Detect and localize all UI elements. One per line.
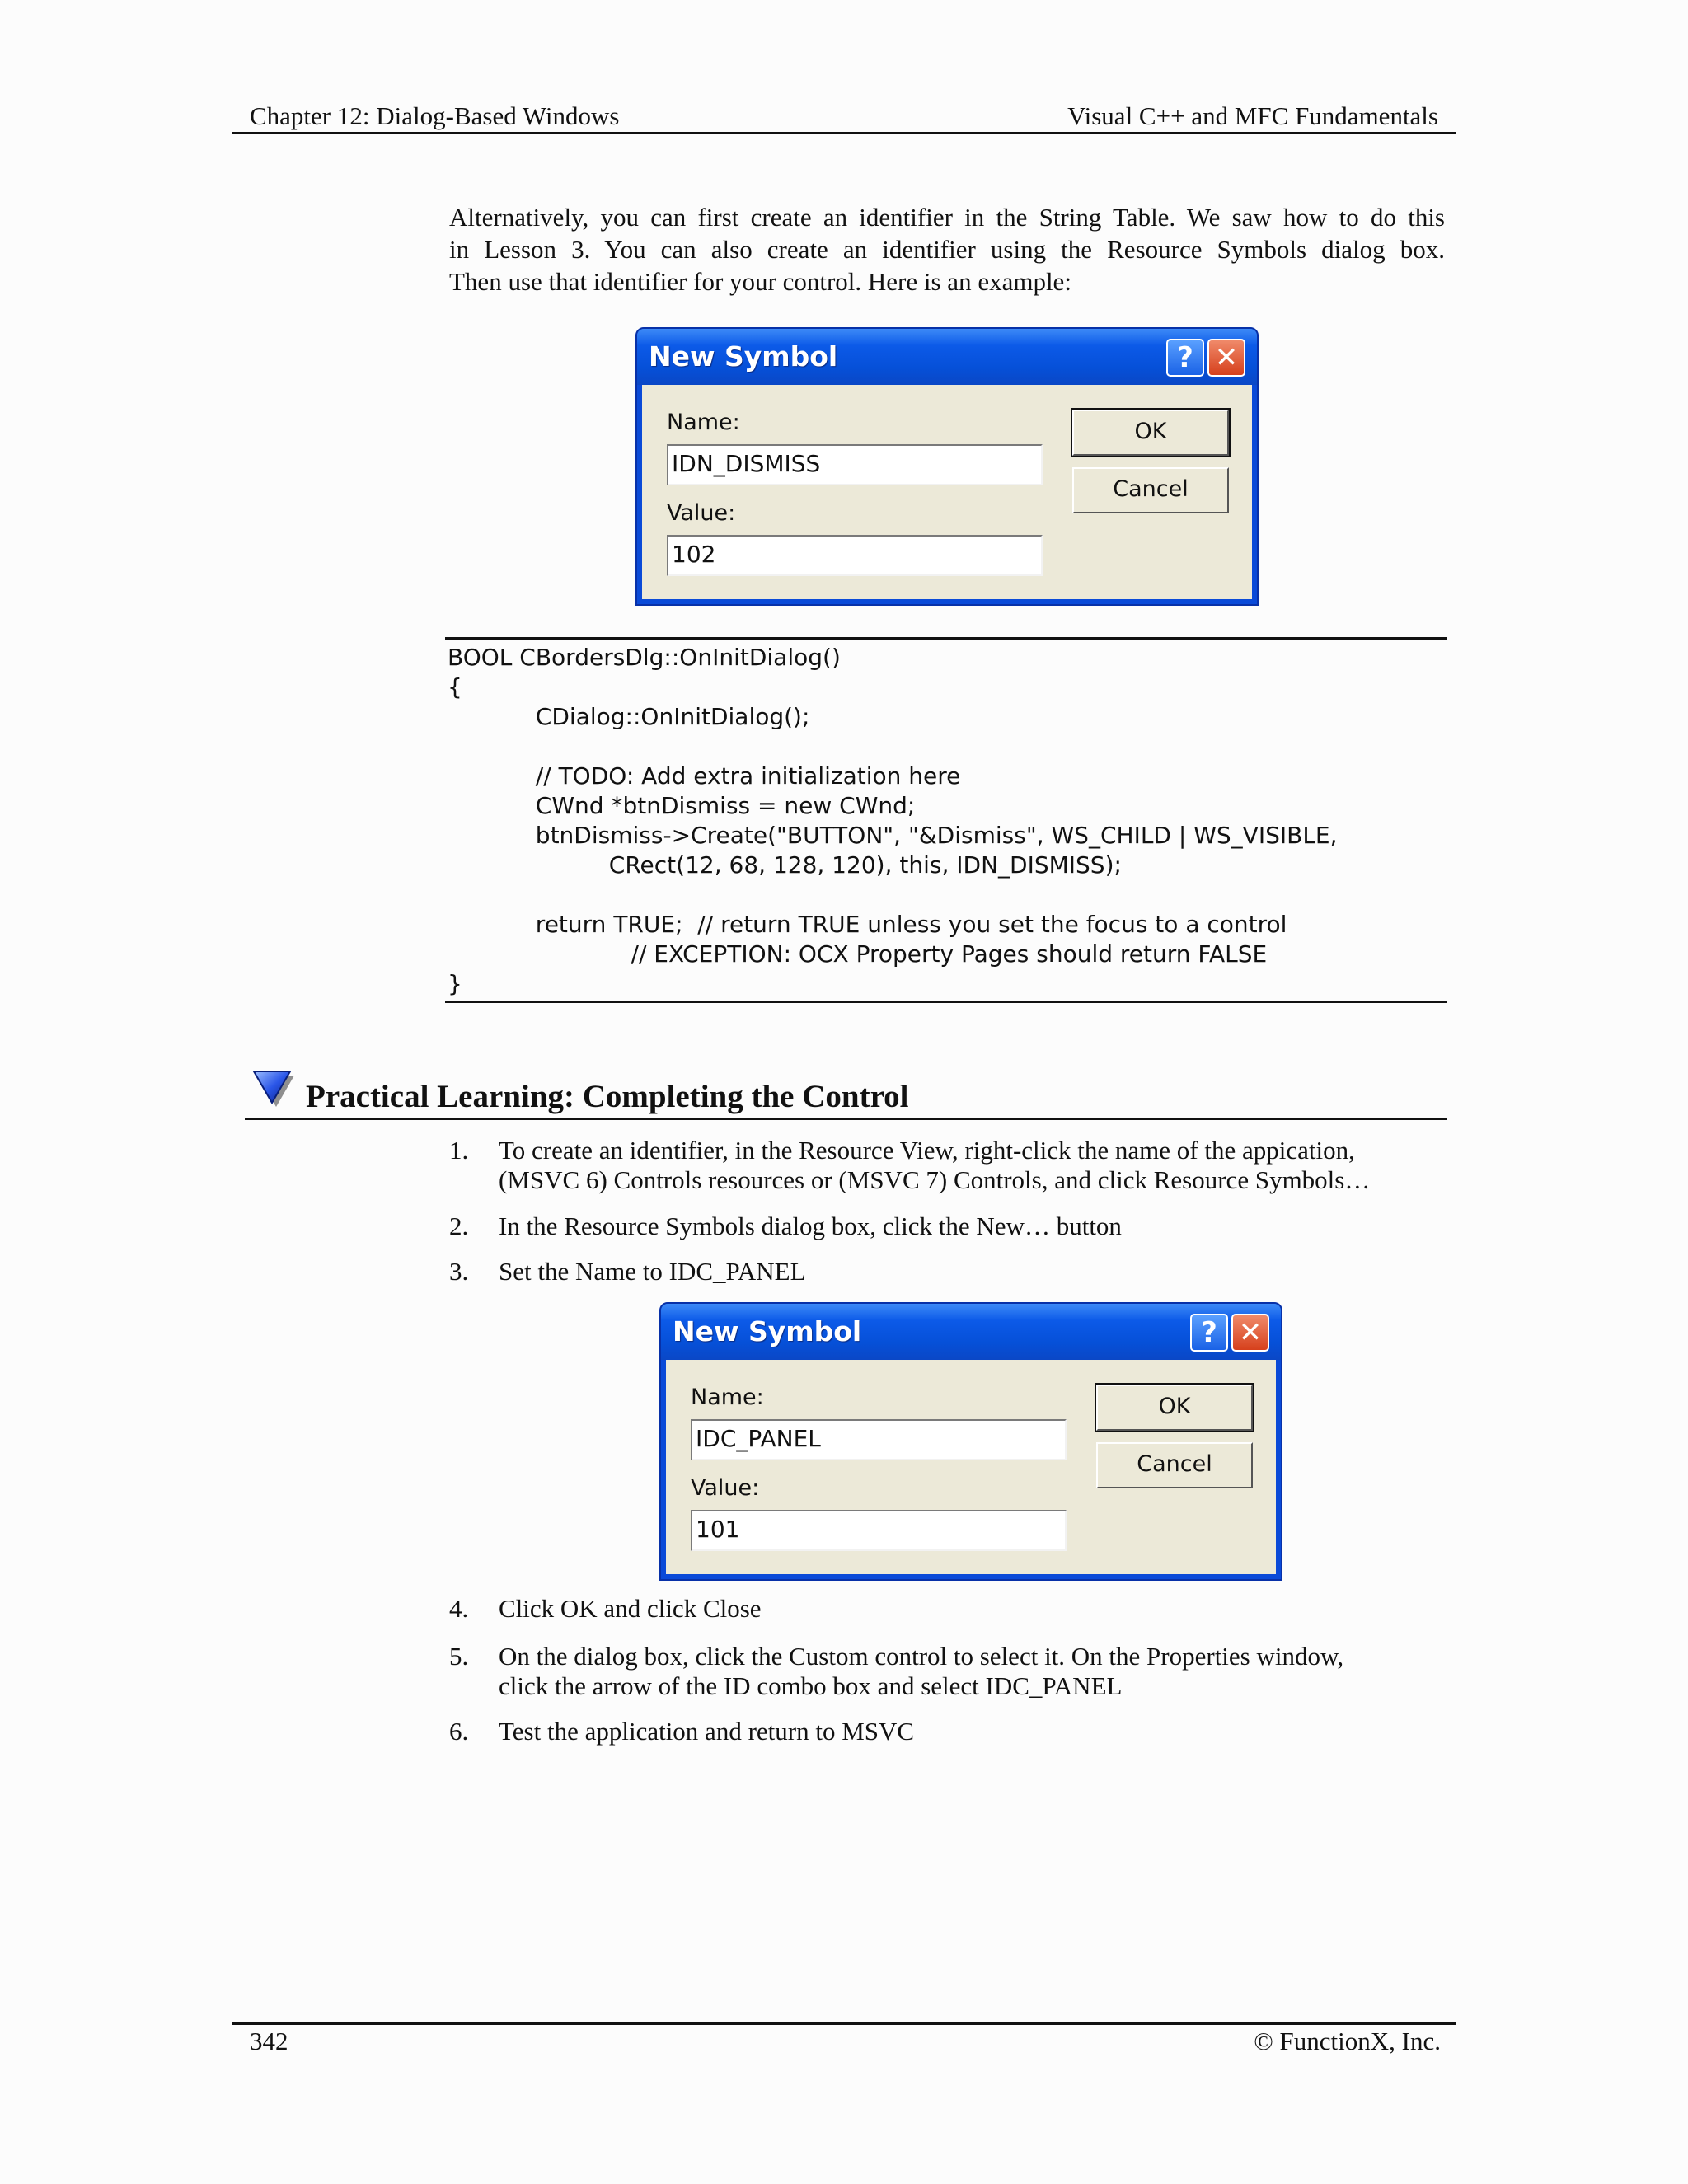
code-line: CDialog::OnInitDialog();: [448, 703, 810, 730]
step-text: [499, 1212, 1122, 1241]
step-number: 4.: [449, 1594, 469, 1623]
code-line: BOOL CBordersDlg::OnInitDialog(): [448, 644, 841, 671]
value-label: Value:: [691, 1475, 760, 1501]
code-line: // EXCEPTION: OCX Property Pages should return FALSE: [448, 940, 1268, 968]
code-line: CRect(12, 68, 128, 120), this, IDN_DISMISS);: [448, 851, 1122, 879]
step-number: 6.: [449, 1717, 469, 1746]
name-label: Name:: [691, 1385, 764, 1410]
step-number: 3.: [449, 1257, 469, 1286]
code-line: {: [448, 673, 462, 701]
close-icon[interactable]: ✕: [1231, 1314, 1269, 1352]
dialog-titlebar: [637, 329, 1257, 385]
code-bottom-rule: [445, 1001, 1447, 1003]
code-line: return TRUE; // return TRUE unless you set the focus to a control: [448, 911, 1287, 938]
header-chapter: Chapter 12: Dialog-Based Windows: [250, 101, 620, 130]
code-line: // TODO: Add extra initialization here: [448, 762, 961, 790]
footer-rule: [232, 2022, 1456, 2025]
step-text: [499, 1136, 1370, 1195]
name-field[interactable]: IDC_PANEL: [691, 1419, 1067, 1460]
ok-button[interactable]: OK: [1072, 410, 1229, 456]
code-top-rule: [445, 637, 1447, 640]
intro-paragraph: [449, 201, 1445, 298]
help-icon[interactable]: ?: [1166, 339, 1204, 377]
dialog-client-area: [642, 385, 1252, 599]
footer-copyright: © FunctionX, Inc.: [1254, 2027, 1441, 2055]
code-line: btnDismiss->Create("BUTTON", "&Dismiss", WS_CHILD | WS_VISIBLE,: [448, 822, 1338, 849]
new-symbol-dialog-2: [659, 1302, 1282, 1581]
step-line: In the Resource Symbols dialog box, click the New… button: [499, 1212, 1122, 1240]
step-number: 2.: [449, 1212, 469, 1240]
name-label: Name:: [667, 410, 740, 435]
step-line: click the arrow of the ID combo box and select IDC_PANEL: [499, 1671, 1123, 1700]
code-line: }: [448, 970, 462, 997]
intro-line-1: Alternatively, you can first create an identifier in the String Table. We saw how to do this: [449, 203, 1445, 232]
dialog-title: New Symbol: [649, 340, 838, 373]
step-text: [499, 1642, 1343, 1701]
section-rule: [245, 1118, 1447, 1120]
step-line: (MSVC 6) Controls resources or (MSVC 7) Controls, and click Resource Symbols…: [499, 1165, 1371, 1194]
code-listing: [448, 643, 1338, 999]
step-line: To create an identifier, in the Resource View, right-click the name of the appication,: [499, 1136, 1355, 1165]
help-icon[interactable]: ?: [1190, 1314, 1228, 1352]
dialog-title: New Symbol: [673, 1315, 862, 1347]
header-rule: [232, 132, 1456, 134]
close-icon[interactable]: ✕: [1207, 339, 1245, 377]
step-text: [499, 1257, 806, 1286]
new-symbol-dialog-1: [635, 327, 1259, 606]
dialog-titlebar: [661, 1304, 1281, 1360]
triangle-arrow-icon: [251, 1068, 295, 1108]
cancel-button[interactable]: Cancel: [1096, 1442, 1253, 1488]
ok-button[interactable]: OK: [1096, 1385, 1253, 1431]
step-number: 5.: [449, 1642, 469, 1671]
step-number: 1.: [449, 1136, 469, 1165]
step-line: On the dialog box, click the Custom control to select it. On the Properties window,: [499, 1642, 1344, 1671]
step-line: Set the Name to IDC_PANEL: [499, 1257, 806, 1286]
section-heading: Practical Learning: Completing the Control: [306, 1079, 909, 1114]
step-text: [499, 1717, 914, 1746]
cancel-button[interactable]: Cancel: [1072, 467, 1229, 513]
step-text: [499, 1594, 762, 1624]
intro-line-2: in Lesson 3. You can also create an identifier using the Resource Symbols dialog box.: [449, 235, 1445, 264]
code-line: [448, 732, 1338, 762]
step-line: Test the application and return to MSVC: [499, 1717, 915, 1746]
value-field[interactable]: 101: [691, 1510, 1067, 1551]
name-field[interactable]: IDN_DISMISS: [667, 444, 1043, 485]
intro-line-3: Then use that identifier for your control. Here is an example:: [449, 267, 1071, 296]
code-line: CWnd *btnDismiss = new CWnd;: [448, 792, 916, 819]
code-line: [448, 880, 1338, 910]
value-label: Value:: [667, 500, 736, 526]
footer-page-number: 342: [250, 2027, 288, 2055]
step-line: Click OK and click Close: [499, 1594, 762, 1623]
dialog-client-area: [666, 1360, 1276, 1574]
header-book-title: Visual C++ and MFC Fundamentals: [1067, 101, 1438, 130]
value-field[interactable]: 102: [667, 535, 1043, 576]
